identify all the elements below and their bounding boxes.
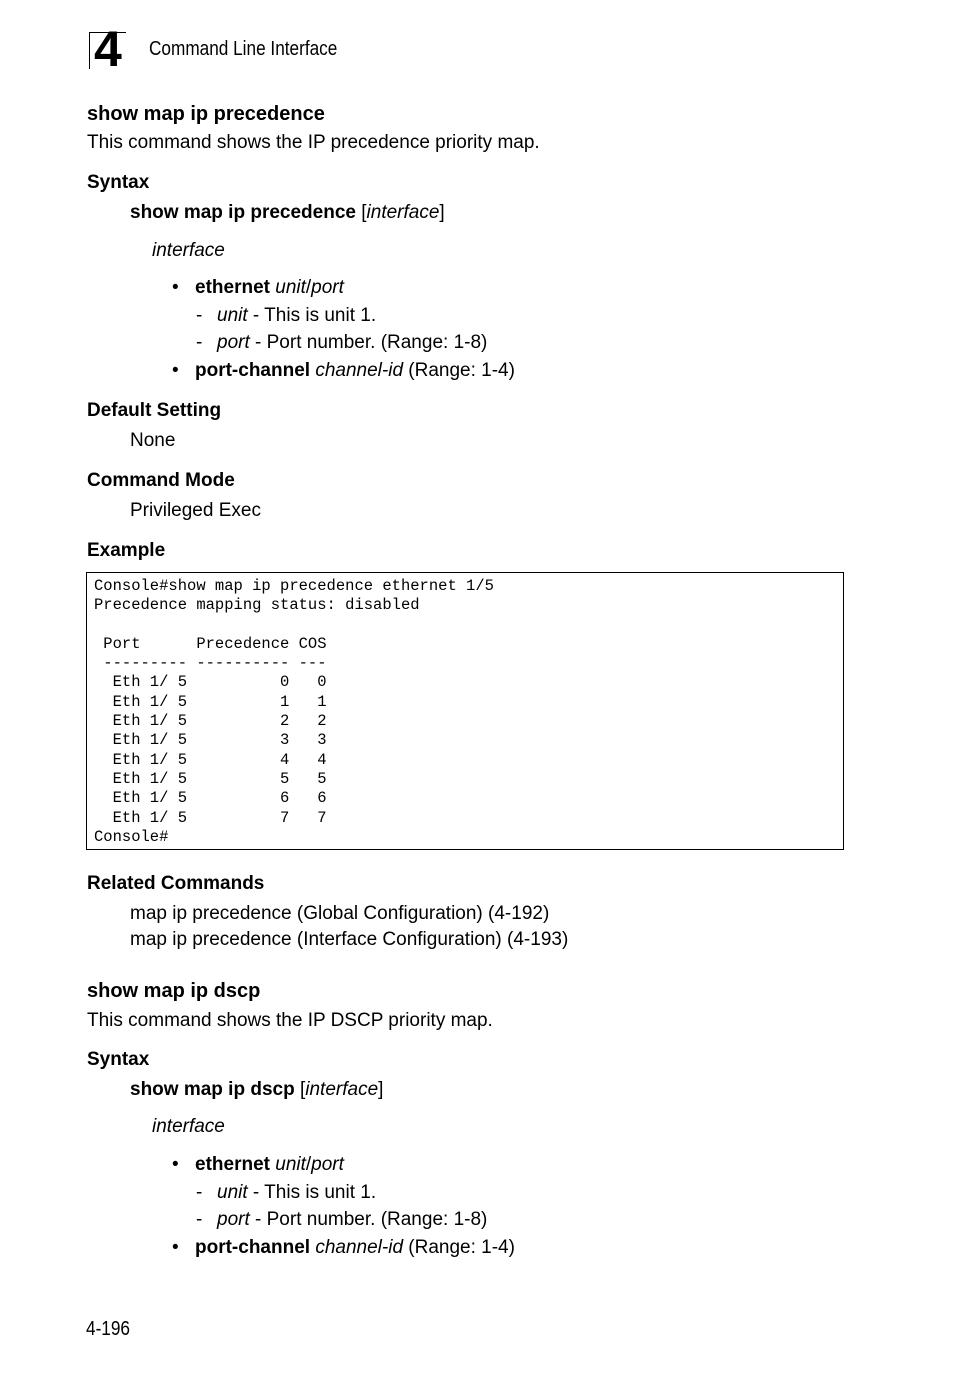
syntax-heading: Syntax <box>87 1049 150 1070</box>
unit-desc: - This is unit 1. <box>247 1182 377 1203</box>
port-channel-keyword: port-channel <box>195 1237 311 1258</box>
dash-icon: - <box>196 1209 203 1230</box>
example-code-box <box>86 572 844 850</box>
port-description <box>217 332 487 354</box>
parameter-name: interface <box>152 1116 225 1137</box>
port-desc: - Port number. (Range: 1-8) <box>249 1209 488 1230</box>
port-channel-option <box>195 360 515 382</box>
command-title: show map ip precedence <box>87 103 325 125</box>
parameter-name: interface <box>152 240 225 261</box>
unit-description <box>217 305 376 327</box>
related-commands-heading: Related Commands <box>87 873 265 894</box>
page-number: 4-196 <box>86 1318 130 1340</box>
unit-desc: - This is unit 1. <box>247 305 377 326</box>
ethernet-keyword: ethernet <box>195 277 270 298</box>
bullet-icon: • <box>172 1154 179 1175</box>
syntax-bracket-open: [ <box>355 202 367 223</box>
dash-icon: - <box>196 1182 203 1203</box>
dash-icon: - <box>196 332 203 353</box>
port-argument: port <box>311 277 344 298</box>
ethernet-keyword: ethernet <box>195 1154 270 1175</box>
syntax-heading: Syntax <box>87 172 150 193</box>
unit-argument: unit <box>275 1154 306 1175</box>
command-description: This command shows the IP DSCP priority map. <box>87 1010 493 1031</box>
syntax-command: show map ip dscp <box>130 1079 295 1100</box>
port-channel-option <box>195 1237 515 1259</box>
ethernet-option <box>195 277 344 299</box>
slash-separator: / <box>305 277 312 298</box>
syntax-line <box>130 202 445 224</box>
syntax-parameter: interface <box>305 1079 379 1100</box>
port-desc: - Port number. (Range: 1-8) <box>249 332 488 353</box>
bullet-icon: • <box>172 360 179 381</box>
default-setting-value: None <box>130 430 176 451</box>
unit-param: unit <box>217 1182 248 1203</box>
port-argument: port <box>311 1154 344 1175</box>
unit-argument: unit <box>275 277 306 298</box>
syntax-command: show map ip precedence <box>130 202 356 223</box>
channel-range: (Range: 1-4) <box>403 360 515 381</box>
unit-param: unit <box>217 305 248 326</box>
command-description: This command shows the IP precedence priority map. <box>87 132 540 153</box>
command-mode-value: Privileged Exec <box>130 500 261 521</box>
syntax-parameter: interface <box>366 202 440 223</box>
dash-icon: - <box>196 305 203 326</box>
default-setting-heading: Default Setting <box>87 400 222 421</box>
port-description <box>217 1209 487 1231</box>
channel-id-param: channel-id <box>315 1237 404 1258</box>
syntax-line <box>130 1079 383 1101</box>
command-title: show map ip dscp <box>87 980 261 1002</box>
unit-description <box>217 1182 376 1204</box>
example-heading: Example <box>87 540 166 561</box>
bullet-icon: • <box>172 1237 179 1258</box>
related-command-link[interactable]: map ip precedence (Global Configuration) (4-192) <box>130 903 550 924</box>
channel-id-param: channel-id <box>315 360 404 381</box>
chapter-number: 4 <box>94 21 120 77</box>
port-param: port <box>217 1209 250 1230</box>
bullet-icon: • <box>172 277 179 298</box>
slash-separator: / <box>305 1154 312 1175</box>
running-header-title: Command Line Interface <box>149 38 338 60</box>
port-channel-keyword: port-channel <box>195 360 311 381</box>
syntax-bracket-close: ] <box>378 1079 384 1100</box>
port-param: port <box>217 332 250 353</box>
syntax-bracket-open: [ <box>294 1079 306 1100</box>
example-code: Console#show map ip precedence ethernet 1/5 Precedence mapping status: disabled Port Precedence COS --------- ---------- --- Eth 1/ 5 0 0 Eth 1/ 5 1 1 Eth 1/ 5 2 2 Eth 1/ 5 3 3 Eth 1/ 5 4 4 Eth 1/ 5 5 5 Eth 1/ 5 6 6 Eth 1/ 5 7 7 Console# <box>94 577 494 846</box>
command-mode-heading: Command Mode <box>87 470 235 491</box>
syntax-bracket-close: ] <box>439 202 445 223</box>
related-command-link[interactable]: map ip precedence (Interface Configuration) (4-193) <box>130 929 569 950</box>
ethernet-option <box>195 1154 344 1176</box>
channel-range: (Range: 1-4) <box>403 1237 515 1258</box>
